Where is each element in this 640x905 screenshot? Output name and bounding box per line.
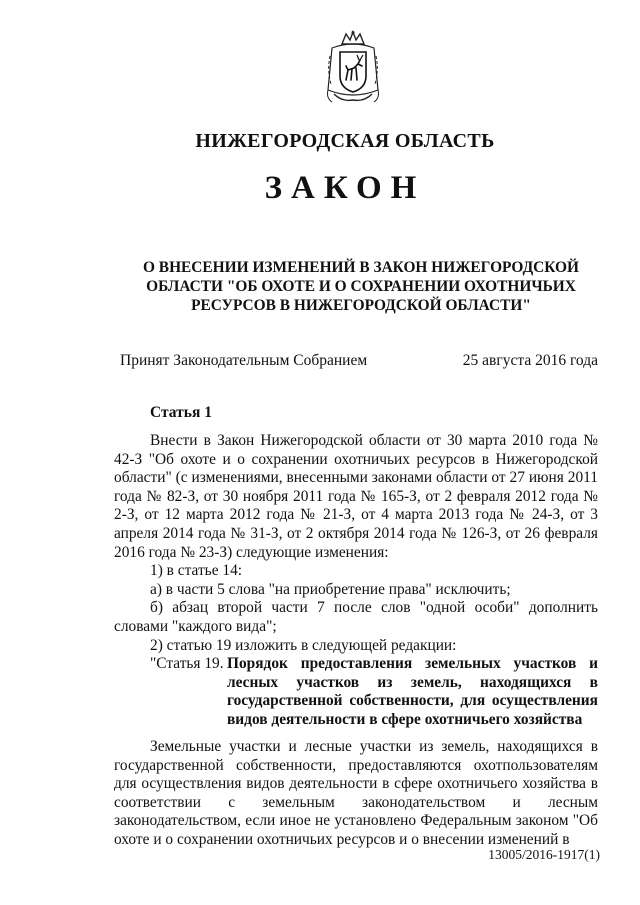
law-title-line: ОБЛАСТИ "ОБ ОХОТЕ И О СОХРАНЕНИИ ОХОТНИЧЬИХ [146, 278, 576, 295]
document-number: 13005/2016-1917(1) [488, 847, 600, 862]
article-body [114, 432, 598, 730]
document-type: ЗАКОН [264, 170, 426, 206]
adoption-statement: Принят Законодательным Собранием [120, 352, 368, 369]
article-heading: Статья 1 [150, 404, 212, 421]
list-item: 1) в статье 14: [150, 562, 243, 580]
coat-of-arms-icon [322, 30, 384, 106]
list-item: б) абзац второй части 7 после слов "одной особи" дополнить словами "каждого вида"; [114, 599, 598, 635]
article-19-text: Земельные участки и лесные участки из земель, находящихся в государственной собственности, предоставляются охотпользователям для осуществления видов деятельности в сфере охотничьего хозяйства в соответствии с земельным законодательством и лесным законодательством, если иное не установлено Федеральным законом "Об охоте и о сохранении охотничьих ресурсов и о внесении изменений в [114, 738, 598, 848]
article-intro: Внести в Закон Нижегородской области от 30 марта 2010 года № 42-З "Об охоте и о сохранении охотничьих ресурсов в Нижегородской области" (с изменениями, внесенными законами области от 27 июня 2011 года № 82-З, от 30 ноября 2011 года № 165-З, от 2 февраля 2012 года № 2-З, от 12 марта 2012 года № 21-З, от 4 марта 2013 года № 24-З, от 3 апреля 2014 года № 31-З, от 2 октября 2014 года № 126-З, от 26 февраля 2016 года № 23-З) следующие изменения: [114, 432, 598, 561]
article-19-header [114, 655, 598, 729]
adoption-date: 25 августа 2016 года [462, 352, 598, 369]
article-19-body [114, 738, 598, 850]
law-title-line: О ВНЕСЕНИИ ИЗМЕНЕНИЙ В ЗАКОН НИЖЕГОРОДСКОЙ [142, 259, 579, 276]
article-19-label: "Статья 19. [150, 655, 224, 673]
law-title [130, 258, 592, 315]
list-item: а) в части 5 слова "на приобретение права" исключить; [150, 580, 511, 598]
list-item: 2) статью 19 изложить в следующей редакции: [150, 636, 457, 654]
article-19-heading: Порядок предоставления земельных участков и лесных участков из земель, находящихся в государственной собственности, для осуществления видов деятельности в сфере охотничьего хозяйства [227, 655, 598, 728]
law-title-line: РЕСУРСОВ В НИЖЕГОРОДСКОЙ ОБЛАСТИ" [191, 297, 531, 314]
region-name: НИЖЕГОРОДСКАЯ ОБЛАСТЬ [195, 130, 495, 152]
